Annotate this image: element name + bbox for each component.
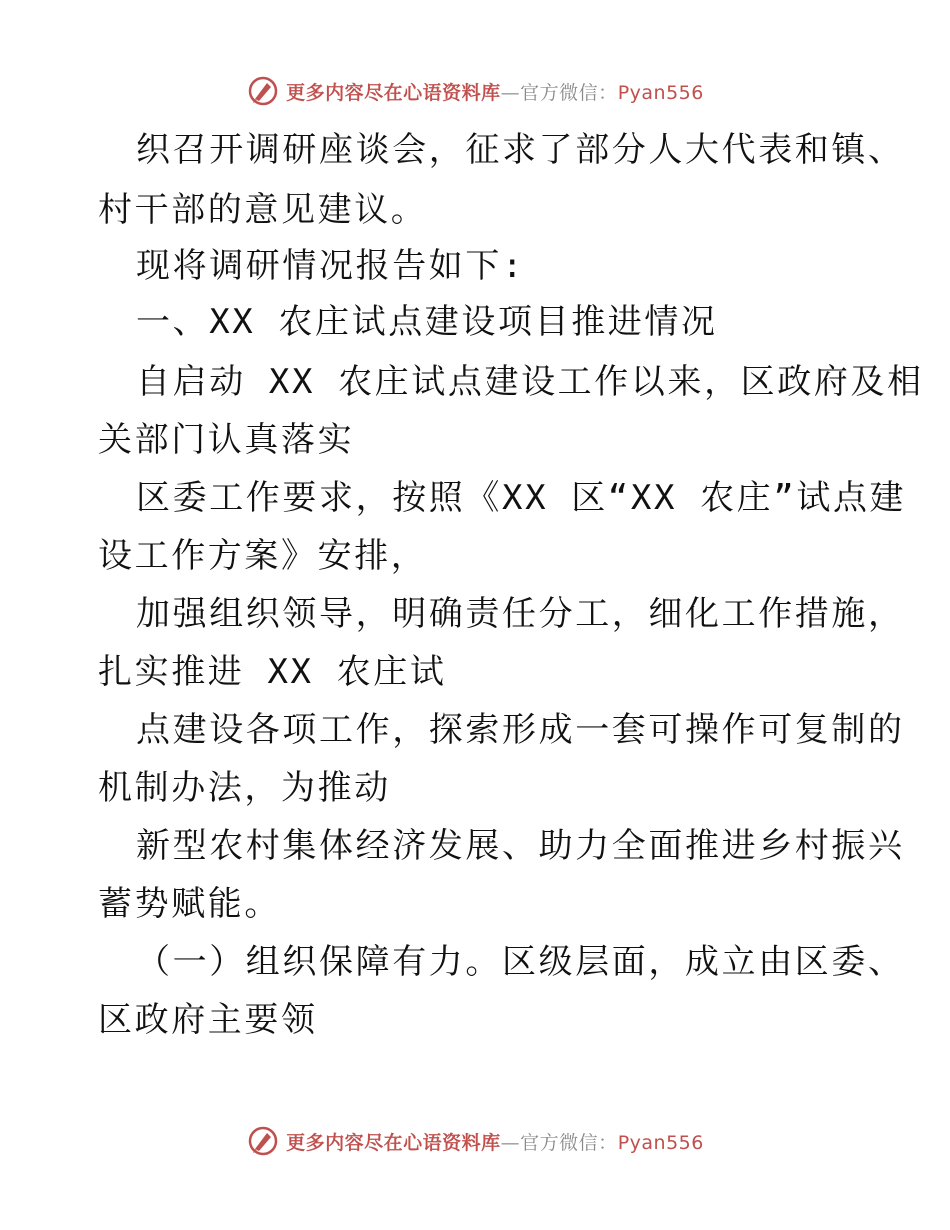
watermark-label: 官方微信： bbox=[520, 81, 618, 104]
watermark-brand: 更多内容尽在心语资料库 bbox=[286, 1131, 501, 1154]
watermark-dash: — bbox=[500, 1131, 521, 1154]
watermark-header bbox=[0, 71, 950, 111]
pen-logo-icon bbox=[246, 1124, 280, 1158]
watermark-wechat-id: Pyan556 bbox=[617, 81, 704, 104]
text-line: 区委工作要求，按照《XX 区“XX 农庄”试点建 bbox=[136, 478, 907, 518]
text-line: 关部门认真落实 bbox=[98, 420, 355, 460]
text-line: 织召开调研座谈会，征求了部分人大代表和镇、 bbox=[136, 130, 905, 170]
text-line: 设工作方案》安排， bbox=[98, 536, 428, 576]
watermark-footer bbox=[0, 1121, 950, 1161]
text-line: 自启动 XX 农庄试点建设工作以来，区政府及相 bbox=[136, 362, 924, 402]
watermark-dash: — bbox=[500, 81, 521, 104]
text-line: 加强组织领导，明确责任分工，细化工作措施， bbox=[136, 594, 905, 634]
text-line: 区政府主要领 bbox=[98, 1000, 318, 1040]
text-line: 新型农村集体经济发展、助力全面推进乡村振兴 bbox=[136, 826, 905, 866]
text-line: 点建设各项工作，探索形成一套可操作可复制的 bbox=[136, 710, 905, 750]
text-line: 现将调研情况报告如下: bbox=[136, 246, 526, 286]
watermark-brand: 更多内容尽在心语资料库 bbox=[286, 81, 501, 104]
text-line: 扎实推进 XX 农庄试 bbox=[98, 652, 447, 692]
text-line: 村干部的意见建议。 bbox=[98, 190, 428, 230]
pen-logo-icon bbox=[246, 74, 280, 108]
watermark-label: 官方微信： bbox=[520, 1131, 618, 1154]
watermark-wechat-id: Pyan556 bbox=[617, 1131, 704, 1154]
subsection-heading: （一）组织保障有力。区级层面，成立由区委、 bbox=[136, 942, 905, 982]
text-line: 蓄势赋能。 bbox=[98, 884, 281, 924]
section-heading: 一、XX 农庄试点建设项目推进情况 bbox=[136, 302, 718, 342]
text-line: 机制办法，为推动 bbox=[98, 768, 391, 808]
